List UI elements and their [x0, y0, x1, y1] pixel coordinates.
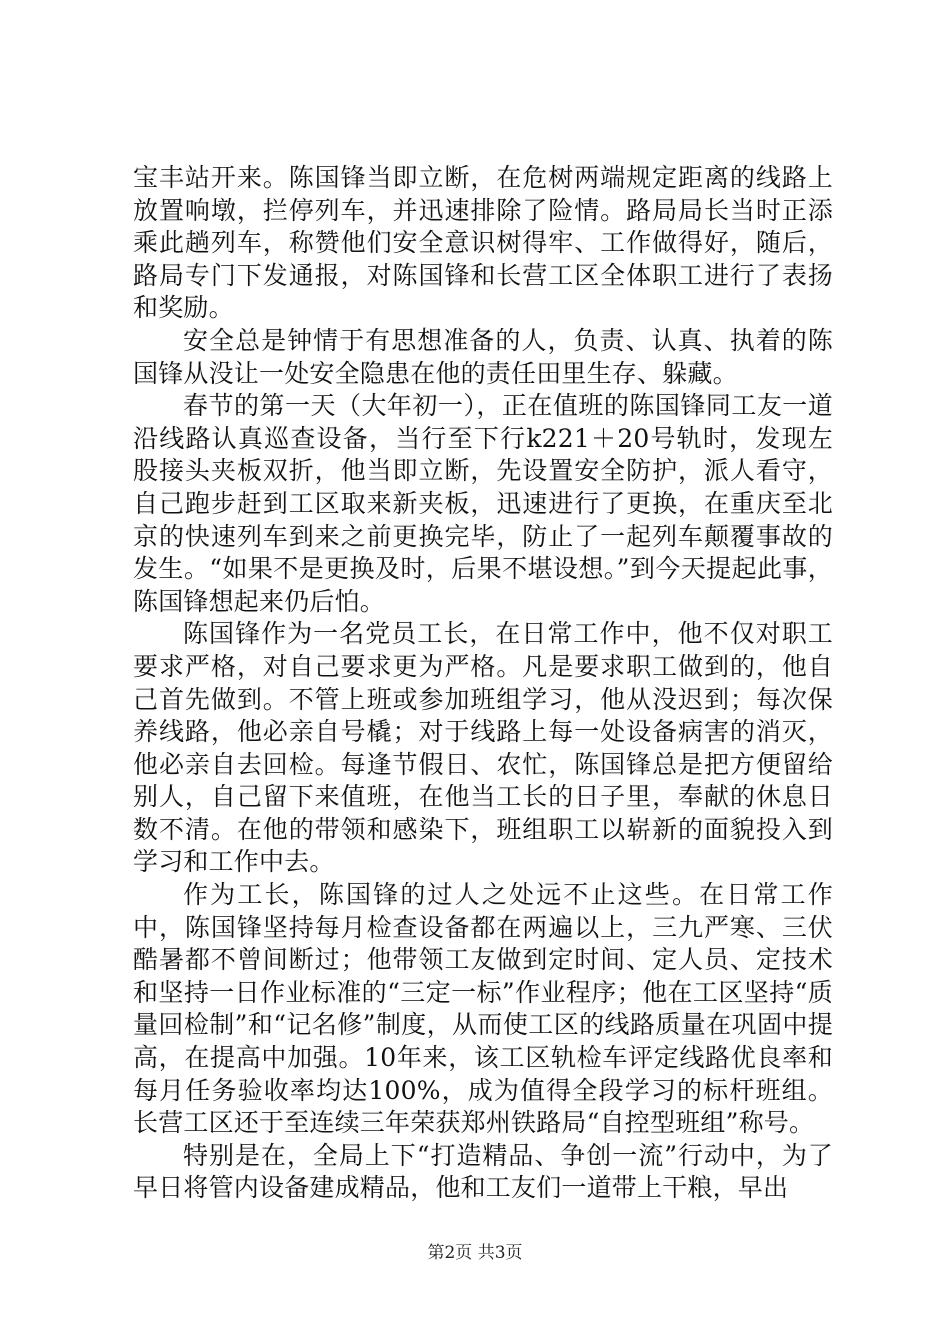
- body-text: [133, 162, 833, 1205]
- paragraph-6: 特别是在，全局上下“打造精品、争创一流”行动中，为了早日将管内设备建成精品，他和工友们一道带上干粮，早出: [133, 1140, 833, 1203]
- paragraph-1: 宝丰站开来。陈国锋当即立断，在危树两端规定距离的线路上放置响墩，拦停列车，并迅速排除了险情。路局局长当时正添乘此趟列车，称赞他们安全意识树得牢、工作做得好，随后，路局专门下发通报，对陈国锋和长营工区全体职工进行了表扬和奖励。: [133, 163, 833, 323]
- paragraph-4: 陈国锋作为一名党员工长，在日常工作中，他不仅对职工要求严格，对自己要求更为严格。凡是要求职工做到的，他自己首先做到。不管上班或参加班组学习，他从没迟到；每次保养线路，他必亲自号橇；对于线路上每一处设备病害的消灭，他必亲自去回检。每逢节假日、农忙，陈国锋总是把方便留给别人，自己留下来值班，在他当工长的日子里，奉献的休息日数不清。在他的带领和感染下，班组职工以崭新的面貌投入到学习和工作中去。: [133, 619, 833, 877]
- paragraph-2: 安全总是钟情于有思想准备的人，负责、认真、执着的陈国锋从没让一处安全隐患在他的责任田里生存、躲藏。: [133, 325, 833, 388]
- paragraph-3: 春节的第一天（大年初一），正在值班的陈国锋同工友一道沿线路认真巡查设备，当行至下行k221＋20号轨时，发现左股接头夹板双折，他当即立断，先设置安全防护，派人看守，自己跑步赶到工区取来新夹板，迅速进行了更换，在重庆至北京的快速列车到来之前更换完毕，防止了一起列车颠覆事故的发生。“如果不是更换及时，后果不堪设想。”到今天提起此事，陈国锋想起来仍后怕。: [133, 391, 833, 616]
- paragraph-5: 作为工长，陈国锋的过人之处远不止这些。在日常工作中，陈国锋坚持每月检查设备都在两遍以上，三九严寒、三伏酷暑都不曾间断过；他带领工友做到定时间、定人员、定技术和坚持一日作业标准的“三定一标”作业程序；他在工区坚持“质量回检制”和“记名修”制度，从而使工区的线路质量在巩固中提高，在提高中加强。10年来，该工区轨检车评定线路优良率和每月任务验收率均达100%，成为值得全段学习的标杆班组。长营工区还于至连续三年荣获郑州铁路局“自控型班组”称号。: [133, 880, 833, 1138]
- page-number-footer: 第2页 共3页: [427, 1243, 523, 1263]
